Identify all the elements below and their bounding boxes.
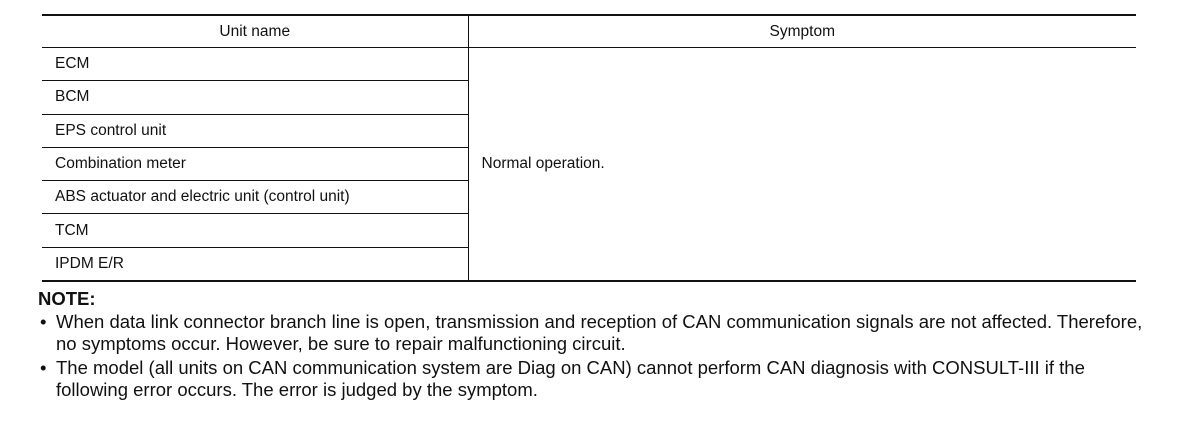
table-header-row bbox=[42, 15, 1136, 48]
symptom-table bbox=[42, 14, 1136, 282]
unit-name-cell: ABS actuator and electric unit (control unit) bbox=[42, 181, 468, 214]
note-section bbox=[38, 288, 1148, 403]
symptom-cell: Normal operation. bbox=[481, 155, 605, 173]
note-item bbox=[38, 311, 1148, 355]
bullet-icon: • bbox=[40, 311, 47, 332]
symptom-table-container bbox=[42, 14, 1136, 282]
note-title: NOTE: bbox=[38, 288, 96, 309]
note-item bbox=[38, 357, 1148, 401]
note-item-text: The model (all units on CAN communication system are Diag on CAN) cannot perform CAN diagnosis with CONSULT-III if the following error occurs. The error is judged by the symptom. bbox=[56, 357, 1085, 400]
table-row bbox=[42, 48, 1136, 81]
note-item-text: When data link connector branch line is open, transmission and reception of CAN communication signals are not affected. Therefore, no symptoms occur. However, be sure to repair malfunctioning circuit. bbox=[56, 311, 1143, 354]
unit-name-cell: TCM bbox=[42, 214, 468, 247]
unit-name-cell: BCM bbox=[42, 81, 468, 114]
unit-name-cell: EPS control unit bbox=[42, 114, 468, 147]
note-list bbox=[38, 311, 1148, 401]
header-symptom: Symptom bbox=[468, 15, 1136, 48]
unit-name-cell: ECM bbox=[42, 48, 468, 81]
header-unit-name: Unit name bbox=[42, 15, 468, 48]
bullet-icon: • bbox=[40, 357, 47, 378]
unit-name-cell: Combination meter bbox=[42, 147, 468, 180]
unit-name-cell: IPDM E/R bbox=[42, 247, 468, 281]
